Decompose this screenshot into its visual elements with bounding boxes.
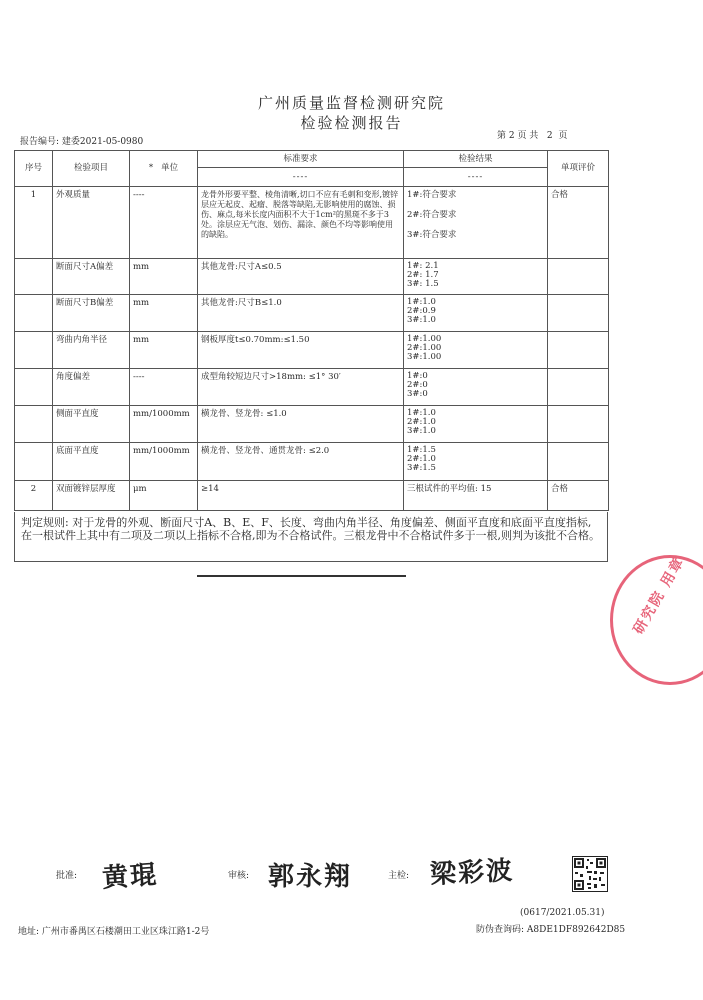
result-line: 2#:0.9 — [407, 306, 436, 316]
header-unit-label: 单位 — [161, 163, 179, 173]
header-standard — [198, 151, 404, 187]
result-line: 三根试件的平均值: 15 — [407, 484, 492, 494]
result-line: 2#: 1.7 — [407, 270, 439, 280]
report-code: (0617/2021.05.31) — [520, 908, 605, 918]
row-eval: 合格 — [548, 481, 609, 511]
row-standard: 横龙骨、竖龙骨、通贯龙骨: ≤2.0 — [198, 443, 404, 481]
result-line: 2#:1.0 — [407, 417, 436, 427]
header-standard-label: 标准要求 — [198, 151, 403, 168]
anti-counterfeit-code: 防伪查询码: A8DE1DF892642D85 — [476, 925, 626, 935]
stamp-text: 研究院 用章 — [630, 553, 688, 638]
review-label: 审核: — [228, 871, 250, 881]
row-item: 弯曲内角半径 — [53, 332, 130, 369]
divider — [197, 575, 406, 577]
row-item: 侧面平直度 — [53, 406, 130, 443]
header-result-dash: ---- — [467, 172, 484, 182]
result-line: 1#:1.0 — [407, 408, 436, 418]
row-results — [404, 406, 548, 443]
table-row — [15, 295, 609, 332]
report-title: 检验检测报告 — [300, 114, 403, 132]
row-item: 底面平直度 — [53, 443, 130, 481]
row-unit: ---- — [130, 187, 198, 259]
row-item: 断面尺寸B偏差 — [53, 295, 130, 332]
row-results — [404, 332, 548, 369]
header-standard-dash: ---- — [292, 172, 309, 182]
result-line: 1#:符合要求 — [407, 190, 457, 200]
row-standard: 其他龙骨:尺寸B≤1.0 — [198, 295, 404, 332]
inspection-table — [14, 150, 609, 511]
row-unit: mm/1000mm — [130, 406, 198, 443]
row-seq: 2 — [15, 481, 53, 511]
header-unit-mark: * — [148, 163, 154, 173]
row-unit: mm — [130, 295, 198, 332]
approve-label: 批准: — [56, 871, 78, 881]
row-unit: mm/1000mm — [130, 443, 198, 481]
main-inspector-label: 主检: — [388, 871, 410, 881]
result-line: 1#:1.5 — [407, 445, 436, 455]
row-item: 断面尺寸A偏差 — [53, 259, 130, 295]
row-standard: 龙骨外形要平整、棱角清晰,切口不应有毛刺和变形,镀锌层应无起皮、起瘤、脱落等缺陷,无影响使用的腐蚀、损伤、麻点,每米长度内面积不大于1cm²的黑斑不多于3处。涂层应无气泡、划伤、漏涂、颜色不均等影响使用的缺陷。 — [198, 187, 404, 259]
header-item: 检验项目 — [53, 151, 130, 187]
main-inspector-signature: 梁彩波 — [429, 855, 515, 891]
row-unit: μm — [130, 481, 198, 511]
table-header-row — [15, 151, 609, 187]
row-unit: mm — [130, 259, 198, 295]
result-line: 3#: 1.5 — [407, 279, 439, 289]
header-result-label: 检验结果 — [404, 151, 547, 168]
row-results — [404, 481, 548, 511]
result-line: 3#:符合要求 — [407, 230, 457, 240]
result-line: 1#: 2.1 — [407, 261, 439, 271]
row-results — [404, 259, 548, 295]
result-line: 2#:1.00 — [407, 343, 442, 353]
row-results — [404, 443, 548, 481]
judgement-rule: 判定规则: 对于龙骨的外观、断面尺寸A、B、E、F、长度、弯曲内角半径、角度偏差、侧面平直度和底面平直度指标,在一根试件上其中有二项及二项以上指标不合格,即为不合格试件。三根龙骨中不合格试件多于一根,则判为该批不合格。 — [14, 512, 608, 562]
row-results — [404, 295, 548, 332]
row-standard: ≥14 — [198, 481, 404, 511]
row-eval: 合格 — [548, 187, 609, 259]
result-line: 3#:1.0 — [407, 315, 436, 325]
result-line: 1#:1.00 — [407, 334, 442, 344]
row-unit: mm — [130, 332, 198, 369]
result-line: 2#:符合要求 — [407, 210, 457, 220]
header-eval: 单项评价 — [548, 151, 609, 187]
result-line: 1#:1.0 — [407, 297, 436, 307]
header-seq: 序号 — [15, 151, 53, 187]
result-line: 3#:1.00 — [407, 352, 442, 362]
institute-name: 广州质量监督检测研究院 — [257, 94, 445, 112]
header-unit — [130, 151, 198, 187]
row-item: 外观质量 — [53, 187, 130, 259]
row-results — [404, 369, 548, 406]
row-item: 双面镀锌层厚度 — [53, 481, 130, 511]
approve-signature: 黄琨 — [101, 860, 160, 894]
table-row — [15, 332, 609, 369]
row-standard: 成型角较短边尺寸>18mm: ≤1° 30′ — [198, 369, 404, 406]
row-seq: 1 — [15, 187, 53, 259]
result-line: 2#:1.0 — [407, 454, 436, 464]
row-standard: 其他龙骨:尺寸A≤0.5 — [198, 259, 404, 295]
official-stamp — [610, 555, 703, 685]
table-row — [15, 443, 609, 481]
page-info: 第 2 页 共 2 页 — [497, 131, 568, 141]
row-standard: 横龙骨、竖龙骨: ≤1.0 — [198, 406, 404, 443]
table-row — [15, 406, 609, 443]
report-number: 报告编号: 建委2021-05-0980 — [20, 137, 144, 147]
header-result — [404, 151, 548, 187]
row-results — [404, 187, 548, 259]
result-line: 2#:0 — [407, 380, 428, 390]
table-row — [15, 187, 609, 259]
row-item: 角度偏差 — [53, 369, 130, 406]
table-row — [15, 369, 609, 406]
result-line: 1#:0 — [407, 371, 428, 381]
address: 地址: 广州市番禺区石楼潮田工业区珠江路1-2号 — [18, 927, 210, 937]
result-line: 3#:1.0 — [407, 426, 436, 436]
table-row — [15, 259, 609, 295]
result-line: 3#:0 — [407, 389, 428, 399]
qr-code-icon — [572, 856, 608, 892]
row-unit: ---- — [130, 369, 198, 406]
result-line: 3#:1.5 — [407, 463, 436, 473]
review-signature: 郭永翔 — [268, 862, 353, 892]
row-standard: 钢板厚度t≤0.70mm:≤1.50 — [198, 332, 404, 369]
table-row — [15, 481, 609, 511]
